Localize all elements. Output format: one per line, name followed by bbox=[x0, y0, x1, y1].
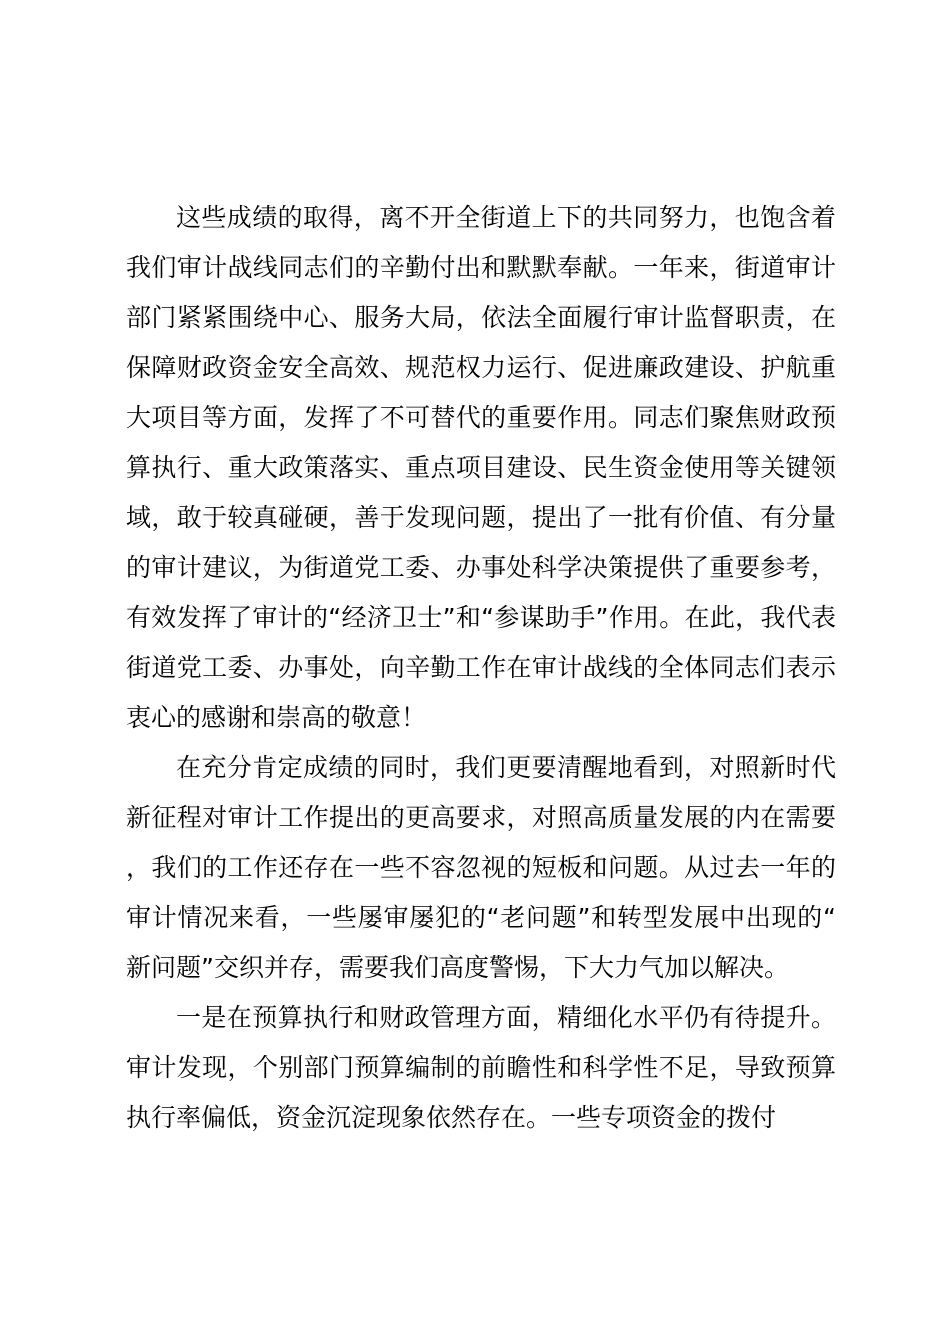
paragraph-1: 这些成绩的取得，离不开全街道上下的共同努力，也饱含着我们审计战线同志们的辛勤付出和默默奉献。一年来，街道审计部门紧紧围绕中心、服务大局，依法全面履行审计监督职责，在保障财政资金安全高效、规范权力运行、促进廉政建设、护航重大项目等方面，发挥了不可替代的重要作用。同志们聚焦财政预算执行、重大政策落实、重点项目建设、民生资金使用等关键领域，敢于较真碰硬，善于发现问题，提出了一批有价值、有分量的审计建议，为街道党工委、办事处科学决策提供了重要参考，有效发挥了审计的“经济卫士”和“参谋助手”作用。在此，我代表街道党工委、办事处，向辛勤工作在审计战线的全体同志们表示衷心的感谢和崇高的敬意！ bbox=[126, 203, 836, 732]
paragraph-3: 一是在预算执行和财政管理方面，精细化水平仍有待提升。审计发现，个别部门预算编制的前瞻性和科学性不足，导致预算执行率偏低，资金沉淀现象依然存在。一些专项资金的拨付 bbox=[126, 1003, 836, 1132]
paragraph-2: 在充分肯定成绩的同时，我们更要清醒地看到，对照新时代新征程对审计工作提出的更高要求，对照高质量发展的内在需要，我们的工作还存在一些不容忽视的短板和问题。从过去一年的审计情况来看，一些屡审屡犯的“老问题”和转型发展中出现的“新问题”交织并存，需要我们高度警惕，下大力气加以解决。 bbox=[126, 753, 836, 982]
document-body bbox=[126, 193, 836, 1143]
